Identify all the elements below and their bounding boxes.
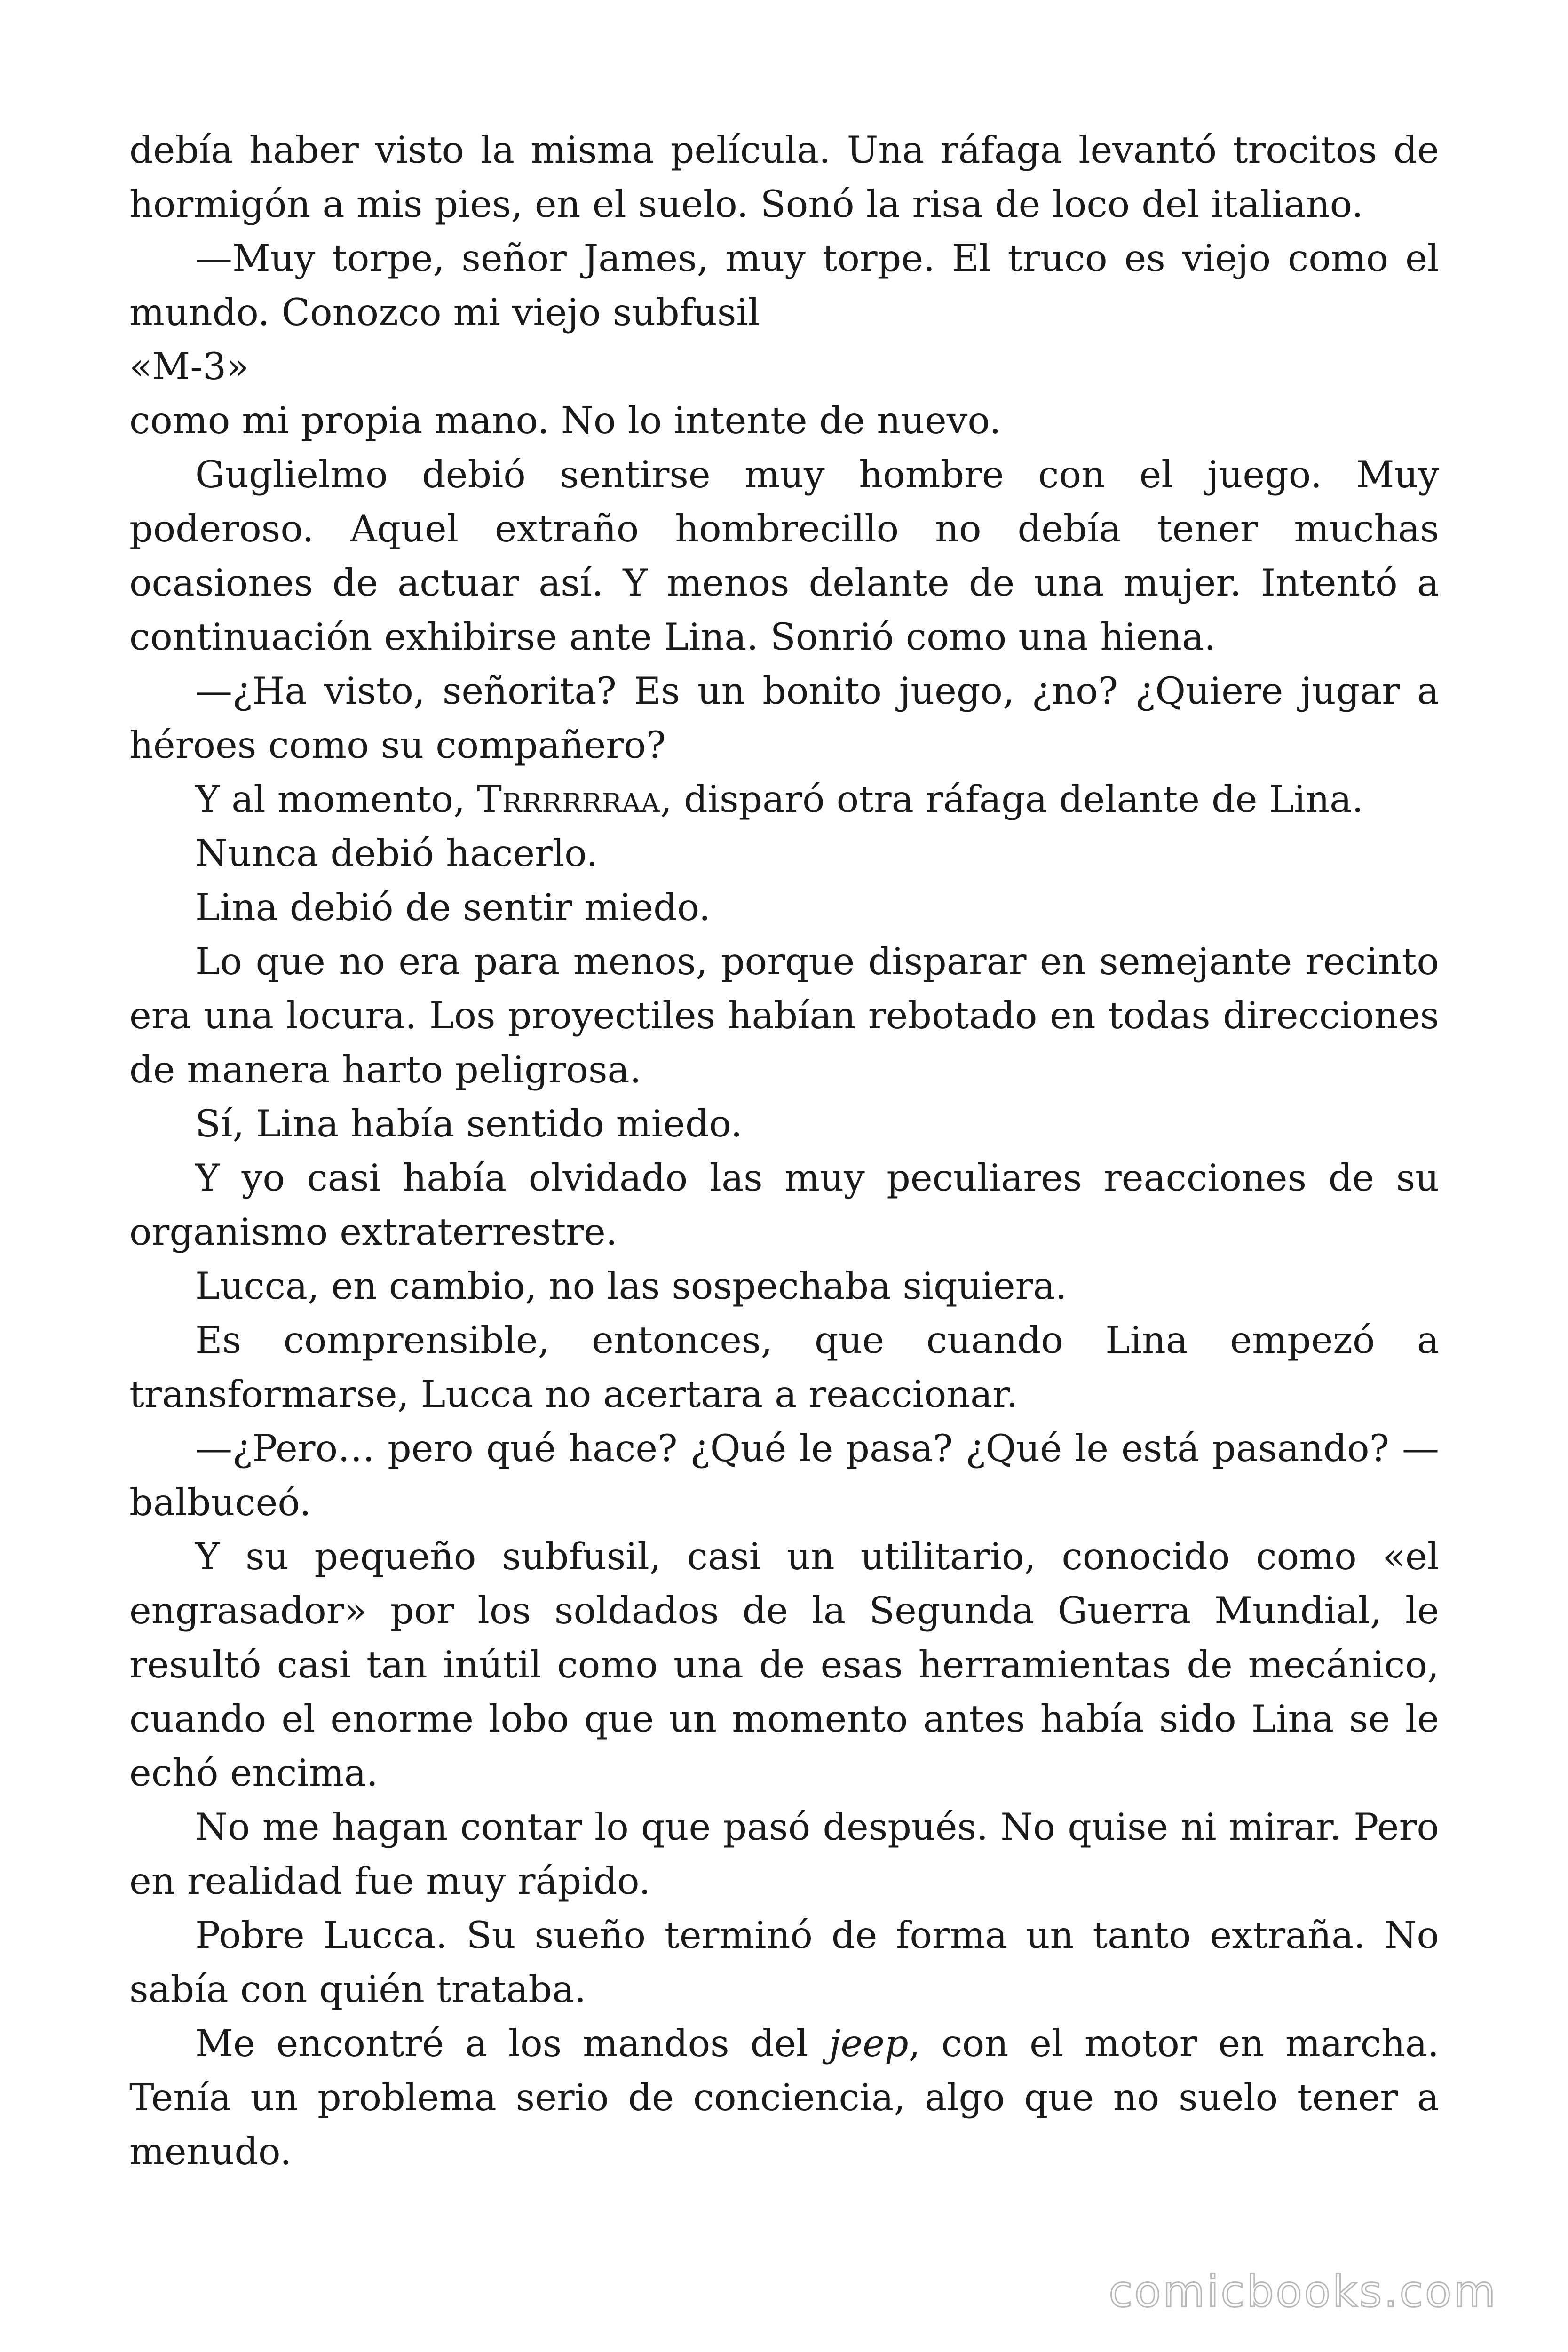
paragraph: Lo que no era para menos, porque disparar en semejante recinto era una locura. Los proyectiles habían rebotado en todas direcciones de manera harto peligrosa. xyxy=(129,940,1439,1091)
paragraph: Guglielmo debió sentirse muy hombre con el juego. Muy poderoso. Aquel extraño hombrecillo no debía tener muchas ocasiones de actuar así. Y menos delante de una mujer. Intentó a continuación exhibirse ante Lina. Sonrió como una hiena. xyxy=(129,453,1439,659)
paragraph-text: Me encontré a los mandos del xyxy=(195,2022,830,2065)
watermark: comicbooks.com xyxy=(1109,2266,1497,2317)
sound-effect: Trrrrrraa xyxy=(477,778,660,821)
paragraph xyxy=(129,2017,1439,2179)
paragraph: Y yo casi había olvidado las muy peculiares reacciones de su organismo extraterrestre. xyxy=(129,1156,1439,1254)
paragraph: como mi propia mano. No lo intente de nuevo. xyxy=(129,399,1001,442)
paragraph: —¿Pero… pero qué hace? ¿Qué le pasa? ¿Qué le está pasando? —balbuceó. xyxy=(129,1427,1439,1524)
paragraph: No me hagan contar lo que pasó después. No quise ni mirar. Pero en realidad fue muy rápido. xyxy=(129,1805,1439,1903)
page-body xyxy=(129,123,1439,2179)
paragraph-text: Y al momento, xyxy=(195,778,477,821)
paragraph-text: , con el motor en marcha. Tenía un problema serio de conciencia, algo que no suelo tener a menudo. xyxy=(129,2022,1439,2173)
paragraph: Pobre Lucca. Su sueño terminó de forma un tanto extraña. No sabía con quién trataba. xyxy=(129,1914,1439,2011)
paragraph: «M-3» xyxy=(129,345,249,388)
paragraph: Nunca debió hacerlo. xyxy=(195,832,598,875)
paragraph: Lucca, en cambio, no las sospechaba siquiera. xyxy=(195,1264,1067,1308)
paragraph: Lina debió de sentir miedo. xyxy=(195,886,711,929)
paragraph-text: , disparó otra ráfaga delante de Lina. xyxy=(660,778,1364,821)
paragraph: —¿Ha visto, señorita? Es un bonito juego, ¿no? ¿Quiere jugar a héroes como su compañero? xyxy=(129,669,1439,767)
italic-word: jeep xyxy=(829,2022,909,2065)
paragraph: Y su pequeño subfusil, casi un utilitario, conocido como «el engrasador» por los soldados de la Segunda Guerra Mundial, le resultó casi tan inútil como una de esas herramientas de mecánico, cuando el enorme lobo que un momento antes había sido Lina se le echó encima. xyxy=(129,1535,1439,1795)
paragraph: Es comprensible, entonces, que cuando Lina empezó a transformarse, Lucca no acertara a reaccionar. xyxy=(129,1319,1439,1416)
paragraph xyxy=(129,772,1439,826)
paragraph: debía haber visto la misma película. Una ráfaga levantó trocitos de hormigón a mis pies, en el suelo. Sonó la risa de loco del italiano. xyxy=(129,128,1439,226)
paragraph: Sí, Lina había sentido miedo. xyxy=(195,1102,743,1145)
paragraph: —Muy torpe, señor James, muy torpe. El truco es viejo como el mundo. Conozco mi viejo subfusil xyxy=(129,237,1439,334)
